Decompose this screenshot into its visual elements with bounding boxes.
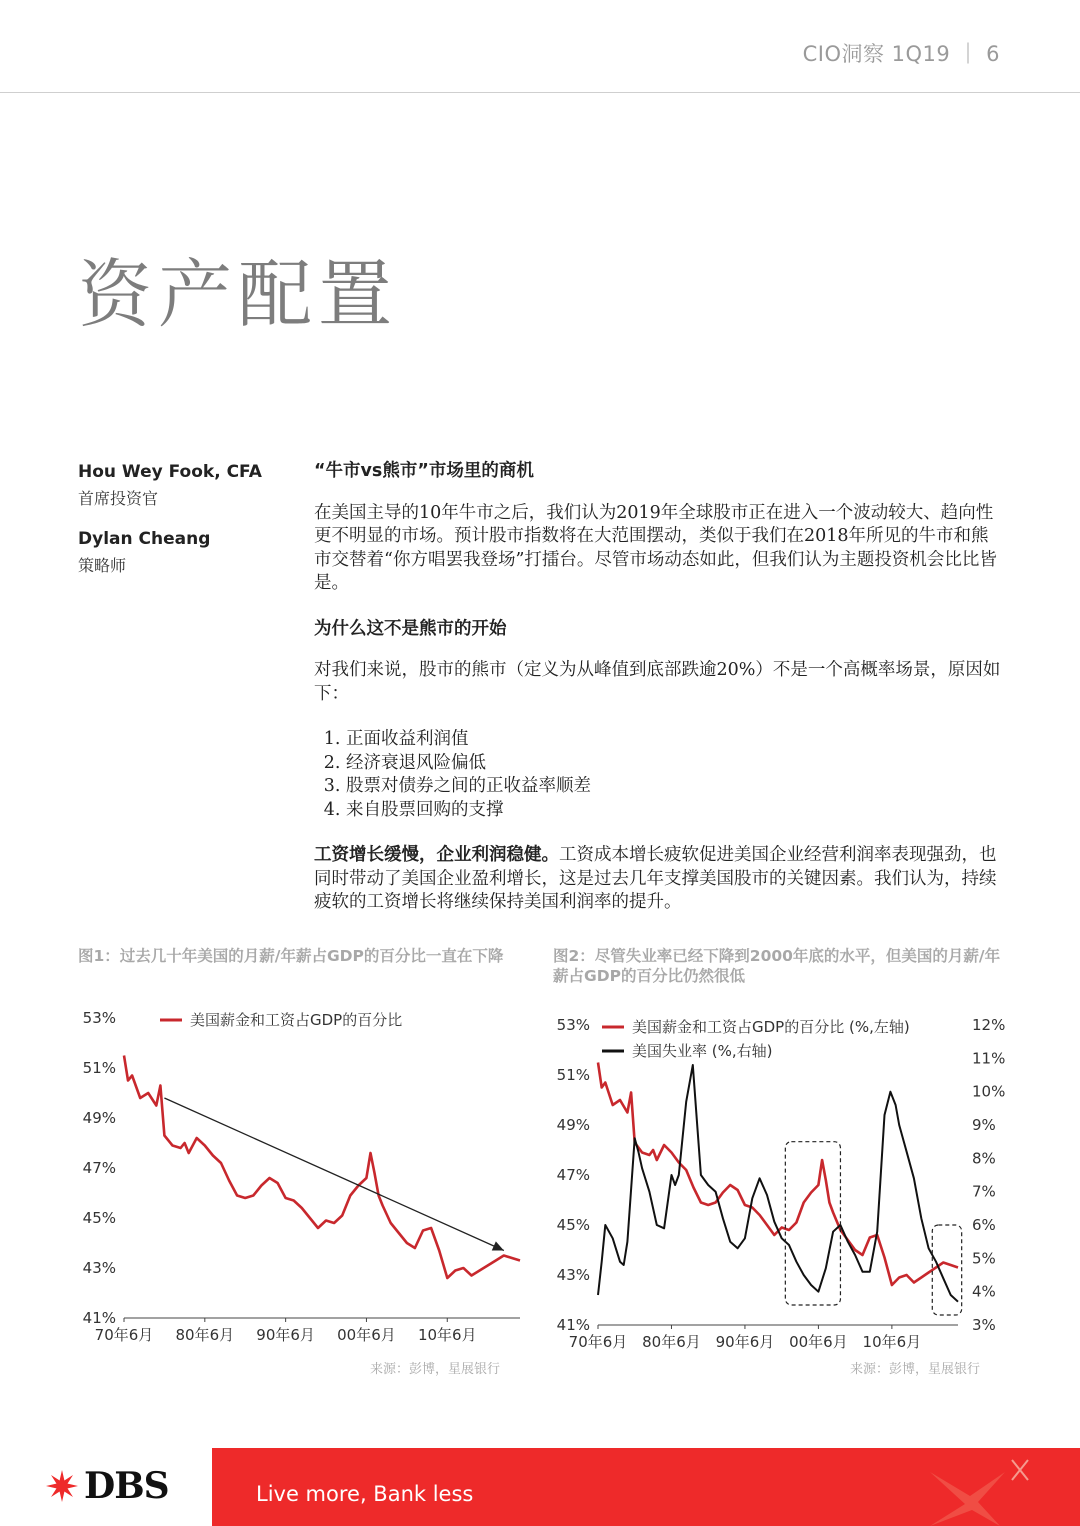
- decorative-star-icon: [920, 1452, 1050, 1526]
- legend-label: 美国薪金和工资占GDP的百分比 (%,左轴): [632, 1018, 910, 1036]
- y-tick-label: 47%: [556, 1166, 590, 1184]
- series-line-1: [124, 1056, 520, 1279]
- x-tick-label: 70年6月: [94, 1326, 154, 1344]
- list-item: 2. 经济衰退风险偏低: [346, 752, 1004, 776]
- x-tick-label: 00年6月: [337, 1326, 396, 1344]
- author-name: Hou Wey Fook, CFA: [78, 462, 262, 482]
- y-right-tick-label: 4%: [972, 1282, 996, 1301]
- author-entry: [78, 462, 298, 509]
- series-line-2: [598, 1065, 958, 1302]
- paragraph: 对我们来说，股市的熊市（定义为从峰值到底部跌逾20%）不是一个高概率场景，原因如下：: [314, 660, 1001, 704]
- legend-label: 美国失业率 (%,右轴): [632, 1042, 773, 1060]
- author-role: 首席投资官: [78, 489, 159, 508]
- y-right-tick-label: 11%: [972, 1049, 1006, 1068]
- author-role: 策略师: [78, 556, 127, 575]
- author-entry: [78, 529, 298, 576]
- x-tick-label: 90年6月: [256, 1326, 315, 1344]
- figure-1-caption: 图1：过去几十年美国的月薪/年薪占GDP的百分比一直在下降: [78, 947, 504, 965]
- y-tick-label: 51%: [82, 1059, 116, 1077]
- y-tick-label: 47%: [82, 1159, 116, 1177]
- legend-label: 美国薪金和工资占GDP的百分比: [190, 1011, 403, 1029]
- paragraph: [314, 844, 1004, 915]
- footer-bar: [0, 1448, 1080, 1526]
- y-tick-label: 43%: [82, 1259, 116, 1277]
- footer-tagline: Live more, Bank less: [256, 1482, 474, 1506]
- running-head: CIO洞察 1Q19 ｜ 6: [802, 42, 1000, 66]
- y-right-tick-label: 10%: [972, 1082, 1006, 1101]
- y-right-tick-label: 7%: [972, 1182, 996, 1201]
- highlight-box: [785, 1142, 840, 1305]
- section-heading: 为什么这不是熊市的开始: [314, 618, 507, 639]
- article-body: [314, 460, 1004, 937]
- footer-logo-panel: [0, 1448, 212, 1526]
- y-right-tick-label: 5%: [972, 1249, 996, 1268]
- series-line-1: [598, 1063, 958, 1286]
- trend-arrow: [164, 1098, 503, 1251]
- figure-2-caption: 图2：尽管失业率已经下降到2000年底的水平，但美国的月薪/年薪占GDP的百分比仍然很低: [553, 947, 1001, 985]
- x-tick-label: 00年6月: [789, 1333, 848, 1351]
- y-tick-label: 53%: [82, 1009, 116, 1027]
- author-list: [78, 462, 298, 596]
- y-right-tick-label: 8%: [972, 1149, 996, 1168]
- figure-2-chart: [540, 1005, 1010, 1365]
- x-tick-label: 90年6月: [715, 1333, 775, 1351]
- y-tick-label: 41%: [82, 1309, 116, 1327]
- section-heading: “牛市vs熊市”市场里的商机: [314, 461, 534, 481]
- y-tick-label: 49%: [556, 1116, 590, 1134]
- figure-1-chart: [60, 1000, 540, 1360]
- y-tick-label: 45%: [556, 1216, 590, 1234]
- paragraph-lead: 工资增长缓慢，企业利润稳健。: [314, 845, 559, 865]
- y-tick-label: 43%: [556, 1266, 590, 1284]
- y-right-tick-label: 3%: [972, 1316, 996, 1334]
- paragraph-text: 工资成本增长疲软促进美国企业经营利润率表现强劲，也同时带动了美国企业盈利增长，这是过去几年支撑美国股市的关键因素。我们认为，持续疲软的工资增长将继续保持美国利润率的提升。: [314, 845, 997, 912]
- x-tick-label: 80年6月: [642, 1333, 701, 1351]
- list-item: 4. 来自股票回购的支撑: [346, 799, 1004, 823]
- x-tick-label: 10年6月: [862, 1333, 922, 1351]
- list-item: 3. 股票对债券之间的正收益率顺差: [346, 775, 1004, 799]
- figure-2-source: 来源：彭博，星展银行: [850, 1362, 981, 1377]
- x-tick-label: 10年6月: [417, 1326, 477, 1344]
- y-tick-label: 53%: [556, 1016, 590, 1034]
- header-rule: [0, 92, 1080, 93]
- y-right-tick-label: 9%: [972, 1116, 996, 1134]
- y-right-tick-label: 12%: [972, 1016, 1006, 1034]
- x-tick-label: 70年6月: [568, 1333, 628, 1351]
- author-name: Dylan Cheang: [78, 529, 211, 549]
- page-title: 资产配置: [78, 252, 398, 338]
- y-tick-label: 41%: [556, 1316, 590, 1334]
- reason-list: [314, 728, 1004, 822]
- y-tick-label: 45%: [82, 1209, 116, 1227]
- list-item: 1. 正面收益利润值: [346, 728, 1004, 752]
- y-tick-label: 49%: [82, 1109, 116, 1127]
- paragraph: 在美国主导的10年牛市之后，我们认为2019年全球股市正在进入一个波动较大、趋向性更不明显的市场。预计股市指数将在大范围摆动，类似于我们在2018年所见的牛市和熊市交替着“你方唱罢我登场”打擂台。尽管市场动态如此，但我们认为主题投资机会比比皆是。: [314, 502, 997, 593]
- x-tick-label: 80年6月: [175, 1326, 235, 1344]
- footer-logo-text: DBS: [84, 1465, 169, 1507]
- y-right-tick-label: 6%: [972, 1216, 996, 1234]
- figure-1-source: 来源：彭博，星展银行: [370, 1362, 501, 1377]
- y-tick-label: 51%: [556, 1066, 590, 1084]
- dbs-star-icon: [44, 1468, 80, 1504]
